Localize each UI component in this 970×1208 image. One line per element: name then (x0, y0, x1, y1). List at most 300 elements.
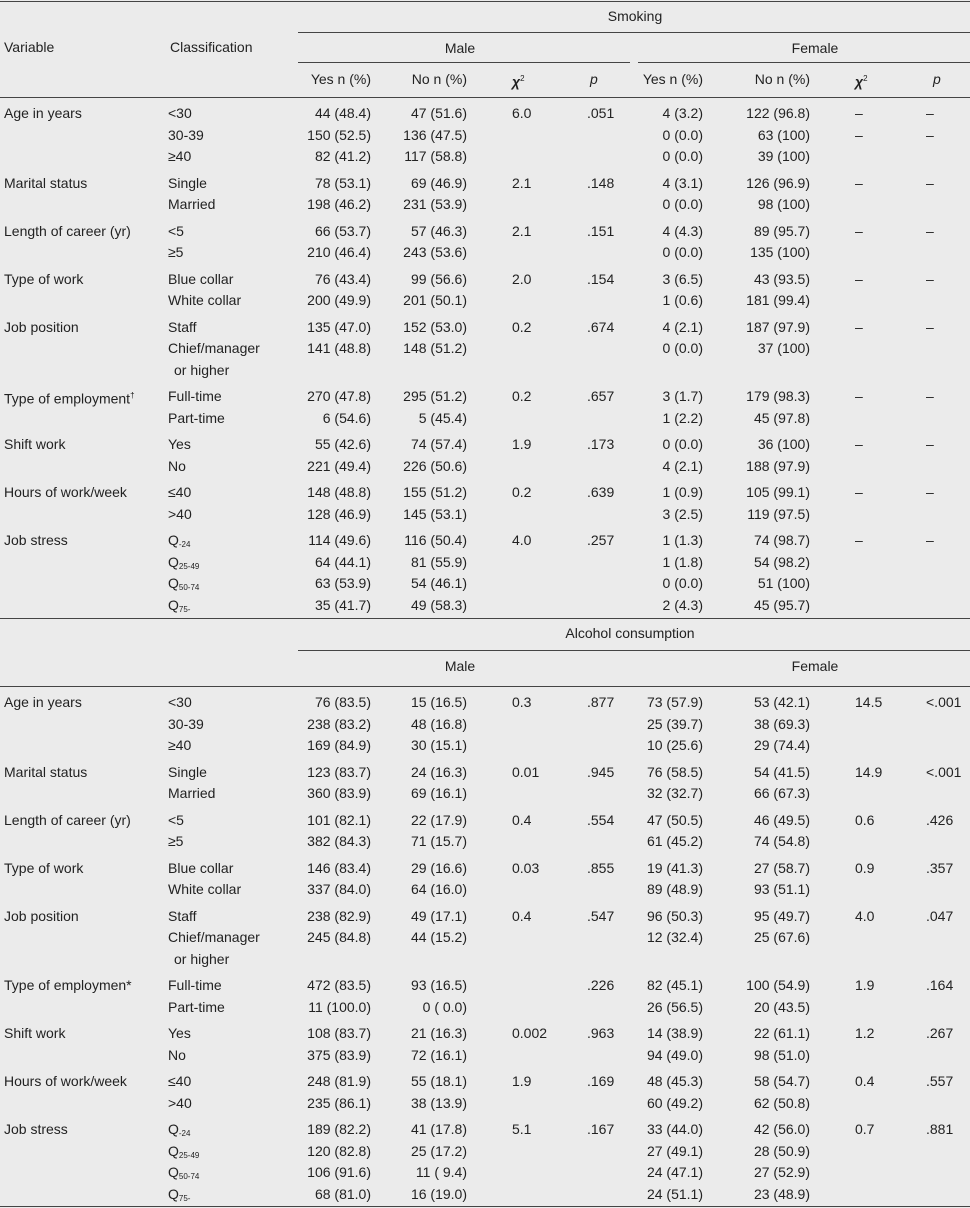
male-yes-cell: 360 (83.9) (307, 785, 371, 801)
female-yes-cell: 4 (3.2) (662, 105, 703, 121)
female-no-cell: 181 (99.4) (746, 292, 810, 308)
variable-label: Type of employmen* (4, 977, 132, 993)
male-yes-cell: 135 (47.0) (307, 318, 371, 335)
male-no-cell: 93 (16.5) (410, 977, 467, 993)
male-no-cell: 5 (45.4) (418, 409, 467, 426)
male-p-cell: .877 (587, 694, 615, 710)
male-yes-cell: 198 (46.2) (307, 196, 371, 212)
female-no-cell: 38 (69.3) (753, 715, 810, 732)
variable-label: Age in years (4, 105, 82, 121)
female-p-cell: .881 (926, 1121, 954, 1137)
male-p-cell: .148 (587, 174, 615, 191)
male-no-cell: 243 (53.6) (403, 244, 467, 260)
male-no-cell: 295 (51.2) (403, 388, 467, 404)
female-p-cell: – (926, 105, 934, 121)
female-p-cell: – (926, 126, 934, 143)
male-yes-cell: 106 (91.6) (307, 1164, 371, 1180)
female-yes-cell: 0 (0.0) (662, 196, 703, 212)
classification-label: Yes (168, 436, 191, 452)
female-chi-cell: 1.2 (855, 1025, 875, 1041)
female-yes-cell: 0 (0.0) (662, 436, 703, 452)
female-yes-cell: 4 (4.3) (662, 222, 703, 239)
variable-label: Hours of work/week (4, 484, 127, 500)
classification-label: White collar (168, 292, 242, 308)
classification-label: White collar (168, 881, 242, 897)
male-yes-cell: 382 (84.3) (307, 833, 371, 849)
female-no-cell: 27 (58.7) (753, 859, 810, 876)
bottom-rule (0, 1206, 970, 1207)
male-yes-cell: 200 (49.9) (307, 292, 371, 308)
variable-label: Job position (4, 907, 79, 924)
male-no-cell: 44 (15.2) (410, 929, 467, 945)
male-p-cell: .051 (587, 105, 615, 121)
classification-label: >40 (168, 505, 192, 522)
classification-label: 30-39 (168, 126, 204, 143)
female-yes-cell: 3 (6.5) (662, 270, 703, 287)
female-no-cell: 25 (67.6) (753, 929, 810, 945)
female-no-cell: 23 (48.9) (753, 1185, 810, 1202)
variable-label: Job position (4, 318, 79, 335)
male-no-cell: 71 (15.7) (410, 833, 467, 849)
female-chi-cell: – (855, 388, 863, 404)
header-bottom-rule (0, 686, 970, 687)
female-no-cell: 28 (50.9) (753, 1142, 810, 1159)
header-bottom-rule (0, 97, 970, 98)
female-header: Female (791, 658, 839, 674)
male-p-cell: .657 (587, 388, 615, 404)
female-chi-cell: 14.9 (855, 763, 883, 780)
female-chi-cell: 1.9 (855, 977, 875, 993)
variable-label: Age in years (4, 694, 82, 710)
female-chi-cell: 0.4 (855, 1073, 875, 1089)
classification-header: Classification (170, 39, 253, 55)
male-p-cell: .257 (587, 532, 615, 548)
male-no-cell: 49 (17.1) (410, 907, 467, 924)
classification-label: >40 (168, 1094, 192, 1111)
column-header: No n (%) (754, 71, 810, 87)
classification-label: Married (168, 785, 216, 801)
classification-label: or higher (174, 950, 230, 967)
male-no-cell: 57 (46.3) (410, 222, 467, 239)
male-no-cell: 231 (53.9) (403, 196, 467, 212)
female-yes-cell: 89 (48.9) (646, 881, 703, 897)
column-header: Yes n (%) (642, 71, 703, 87)
female-yes-cell: 10 (25.6) (646, 737, 703, 753)
male-yes-cell: 108 (83.7) (307, 1025, 371, 1041)
male-yes-cell: 63 (53.9) (314, 575, 371, 591)
male-chi-cell: 4.0 (512, 532, 532, 548)
female-p-cell: – (926, 270, 934, 287)
male-yes-cell: 270 (47.8) (307, 388, 371, 404)
classification-label: ≤40 (168, 484, 192, 500)
male-no-cell: 116 (50.4) (404, 532, 467, 548)
male-no-cell: 48 (16.8) (410, 715, 467, 732)
female-no-cell: 126 (96.9) (746, 174, 810, 191)
male-no-cell: 69 (16.1) (410, 785, 467, 801)
male-yes-cell: 11 (100.0) (308, 998, 371, 1015)
female-yes-cell: 47 (50.5) (646, 811, 703, 828)
female-no-cell: 74 (98.7) (753, 532, 810, 548)
female-yes-cell: 2 (4.3) (662, 596, 703, 613)
female-yes-cell: 1 (1.8) (662, 553, 703, 570)
male-no-cell: 47 (51.6) (410, 105, 467, 121)
variable-label: Job stress (4, 1121, 68, 1137)
female-p-cell: – (926, 388, 934, 404)
female-no-cell: 20 (43.5) (753, 998, 810, 1015)
female-p-cell: .047 (926, 907, 954, 924)
female-yes-cell: 73 (57.9) (646, 694, 703, 710)
variable-label: Type of employment† (4, 390, 135, 407)
classification-label: ≥5 (168, 244, 184, 260)
female-no-cell: 58 (54.7) (753, 1073, 810, 1089)
male-p-cell: .855 (587, 859, 615, 876)
male-no-cell: 148 (51.2) (403, 340, 467, 356)
classification-label: <30 (168, 105, 192, 121)
female-yes-cell: 61 (45.2) (646, 833, 703, 849)
column-header: Yes n (%) (310, 71, 371, 87)
male-no-cell: 15 (16.5) (410, 694, 467, 710)
female-no-cell: 63 (100) (757, 126, 810, 143)
male-no-cell: 152 (53.0) (403, 318, 467, 335)
male-no-cell: 24 (16.3) (410, 763, 467, 780)
classification-label: Full-time (168, 388, 222, 404)
male-no-cell: 22 (17.9) (410, 811, 467, 828)
female-no-cell: 36 (100) (757, 436, 810, 452)
male-yes-cell: 44 (48.4) (314, 105, 371, 121)
female-yes-cell: 76 (58.5) (646, 763, 703, 780)
male-p-cell: .639 (587, 484, 615, 500)
male-yes-cell: 146 (83.4) (307, 859, 371, 876)
female-no-cell: 122 (96.8) (746, 105, 810, 121)
male-chi-cell: 1.9 (512, 1073, 532, 1089)
female-yes-cell: 12 (32.4) (646, 929, 703, 945)
smoking-group-header: Smoking (607, 8, 663, 24)
female-yes-cell: 0 (0.0) (662, 244, 703, 260)
classification-label: $Q_{50-74}$ (168, 575, 200, 592)
female-yes-cell: 1 (0.6) (662, 292, 703, 308)
male-yes-cell: 472 (83.5) (307, 977, 371, 993)
female-no-cell: 187 (97.9) (746, 318, 810, 335)
top-rule (0, 1, 970, 2)
male-p-cell: .554 (587, 811, 615, 828)
female-no-cell: 89 (95.7) (753, 222, 810, 239)
female-yes-cell: 26 (56.5) (646, 998, 703, 1015)
male-no-cell: 11 ( 9.4) (415, 1164, 467, 1180)
male-yes-cell: 210 (46.4) (307, 244, 371, 260)
classification-label: <30 (168, 694, 192, 710)
female-rule (638, 62, 970, 63)
male-p-cell: .547 (587, 907, 615, 924)
female-p-cell: .267 (926, 1025, 954, 1041)
male-no-cell: 49 (58.3) (410, 596, 467, 613)
female-no-cell: 29 (74.4) (753, 737, 810, 753)
column-header: p (590, 71, 598, 87)
male-no-cell: 155 (51.2) (403, 484, 467, 500)
female-no-cell: 46 (49.5) (753, 811, 810, 828)
male-no-cell: 64 (16.0) (410, 881, 467, 897)
female-chi-cell: 4.0 (855, 907, 875, 924)
female-no-cell: 54 (98.2) (753, 553, 810, 570)
male-no-cell: 69 (46.9) (410, 174, 467, 191)
male-yes-cell: 114 (49.6) (308, 532, 371, 548)
female-p-cell: – (926, 436, 934, 452)
classification-label: Staff (168, 907, 197, 924)
female-yes-cell: 0 (0.0) (662, 126, 703, 143)
male-no-cell: 117 (58.8) (404, 148, 467, 164)
male-p-cell: .226 (587, 977, 615, 993)
male-yes-cell: 238 (82.9) (307, 907, 371, 924)
male-no-cell: 30 (15.1) (410, 737, 467, 753)
female-no-cell: 98 (51.0) (753, 1046, 810, 1063)
classification-label: $Q_{75-}$ (168, 596, 191, 614)
male-no-cell: 16 (19.0) (410, 1185, 467, 1202)
female-no-cell: 42 (56.0) (753, 1121, 810, 1137)
male-chi-cell: 0.4 (512, 907, 532, 924)
female-yes-cell: 27 (49.1) (646, 1142, 703, 1159)
male-no-cell: 25 (17.2) (410, 1142, 467, 1159)
classification-label: Staff (168, 318, 197, 335)
male-no-cell: 226 (50.6) (403, 457, 467, 474)
female-p-cell: .357 (926, 859, 954, 876)
classification-label: Part-time (168, 409, 225, 426)
male-yes-cell: 123 (83.7) (307, 763, 371, 780)
male-chi-cell: 0.4 (512, 811, 532, 828)
male-chi-cell: 0.03 (512, 859, 540, 876)
section-rule (0, 618, 970, 619)
male-yes-cell: 235 (86.1) (307, 1094, 371, 1111)
female-no-cell: 98 (100) (757, 196, 810, 212)
female-chi-cell: – (855, 436, 863, 452)
male-chi-cell: 0.2 (512, 318, 532, 335)
variable-header: Variable (4, 39, 55, 55)
male-yes-cell: 78 (53.1) (314, 174, 371, 191)
column-header: $\chi^2$ (855, 73, 868, 90)
male-no-cell: 72 (16.1) (410, 1046, 467, 1063)
female-yes-cell: 33 (44.0) (646, 1121, 703, 1137)
female-yes-cell: 4 (3.1) (662, 174, 703, 191)
male-no-cell: 136 (47.5) (403, 126, 467, 143)
male-yes-cell: 128 (46.9) (307, 505, 371, 522)
male-yes-cell: 82 (41.2) (314, 148, 371, 164)
female-no-cell: 39 (100) (757, 148, 810, 164)
female-no-cell: 45 (97.8) (753, 409, 810, 426)
male-rule (298, 62, 630, 63)
female-yes-cell: 24 (47.1) (646, 1164, 703, 1180)
male-chi-cell: 2.1 (512, 174, 532, 191)
male-yes-cell: 76 (83.5) (314, 694, 371, 710)
male-p-cell: .169 (587, 1073, 615, 1089)
male-yes-cell: 238 (83.2) (307, 715, 371, 732)
variable-label: Job stress (4, 532, 68, 548)
male-yes-cell: 150 (52.5) (307, 126, 371, 143)
female-yes-cell: 1 (2.2) (662, 409, 703, 426)
variable-label: Shift work (4, 1025, 66, 1041)
female-chi-cell: – (855, 222, 863, 239)
male-yes-cell: 141 (48.8) (307, 340, 371, 356)
female-p-cell: – (926, 484, 934, 500)
variable-label: Length of career (yr) (4, 811, 131, 828)
female-p-cell: – (926, 222, 934, 239)
variable-label: Type of work (4, 270, 84, 287)
classification-label: Blue collar (168, 859, 234, 876)
male-p-cell: .674 (587, 318, 615, 335)
female-yes-cell: 1 (1.3) (662, 532, 703, 548)
classification-label: Married (168, 196, 216, 212)
group-rule (298, 32, 970, 33)
female-yes-cell: 3 (2.5) (662, 505, 703, 522)
female-yes-cell: 0 (0.0) (662, 575, 703, 591)
male-yes-cell: 66 (53.7) (314, 222, 371, 239)
classification-label: ≥40 (168, 148, 192, 164)
female-no-cell: 95 (49.7) (753, 907, 810, 924)
classification-label: Full-time (168, 977, 222, 993)
classification-label: <5 (168, 222, 184, 239)
classification-label: Chief/manager (168, 340, 260, 356)
classification-label: Chief/manager (168, 929, 260, 945)
male-no-cell: 38 (13.9) (410, 1094, 467, 1111)
classification-label: Part-time (168, 998, 225, 1015)
variable-label: Marital status (4, 763, 88, 780)
female-yes-cell: 94 (49.0) (646, 1046, 703, 1063)
classification-label: $Q_{-24}$ (168, 1121, 191, 1138)
female-no-cell: 93 (51.1) (753, 881, 810, 897)
female-chi-cell: – (855, 126, 863, 143)
classification-label: ≤40 (168, 1073, 192, 1089)
male-yes-cell: 68 (81.0) (314, 1185, 371, 1202)
male-yes-cell: 35 (41.7) (314, 596, 371, 613)
female-chi-cell: – (855, 174, 863, 191)
female-no-cell: 53 (42.1) (753, 694, 810, 710)
female-p-cell: – (926, 174, 934, 191)
female-p-cell: .164 (926, 977, 954, 993)
female-p-cell: <.001 (926, 694, 962, 710)
male-yes-cell: 76 (43.4) (314, 270, 371, 287)
male-no-cell: 41 (17.8) (410, 1121, 467, 1137)
column-header: p (933, 71, 941, 87)
column-header: $\chi^2$ (512, 73, 525, 90)
female-yes-cell: 0 (0.0) (662, 340, 703, 356)
female-chi-cell: – (855, 270, 863, 287)
female-chi-cell: – (855, 532, 863, 548)
male-chi-cell: 1.9 (512, 436, 532, 452)
female-chi-cell: 14.5 (855, 694, 883, 710)
female-no-cell: 135 (100) (750, 244, 810, 260)
footnote-mark: † (130, 391, 135, 400)
male-yes-cell: 169 (84.9) (307, 737, 371, 753)
female-yes-cell: 0 (0.0) (662, 148, 703, 164)
female-chi-cell: – (855, 105, 863, 121)
classification-label: $Q_{25-49}$ (168, 1142, 200, 1160)
female-yes-cell: 25 (39.7) (646, 715, 703, 732)
classification-label: Single (168, 763, 207, 780)
classification-label: Yes (168, 1025, 191, 1041)
female-no-cell: 27 (52.9) (753, 1164, 810, 1180)
female-no-cell: 119 (97.5) (747, 505, 810, 522)
male-yes-cell: 375 (83.9) (307, 1046, 371, 1063)
female-p-cell: .426 (926, 811, 954, 828)
variable-label: Marital status (4, 174, 88, 191)
male-header: Male (444, 658, 476, 674)
male-no-cell: 99 (56.6) (410, 270, 467, 287)
male-chi-cell: 0.002 (512, 1025, 548, 1041)
male-yes-cell: 148 (48.8) (307, 484, 371, 500)
male-no-cell: 55 (18.1) (410, 1073, 467, 1089)
male-chi-cell: 2.1 (512, 222, 532, 239)
male-no-cell: 54 (46.1) (410, 575, 467, 591)
female-chi-cell: 0.7 (855, 1121, 875, 1137)
female-no-cell: 43 (93.5) (753, 270, 810, 287)
female-yes-cell: 4 (2.1) (662, 457, 703, 474)
male-no-cell: 29 (16.6) (410, 859, 467, 876)
classification-label: <5 (168, 811, 184, 828)
classification-label: $Q_{25-49}$ (168, 553, 200, 571)
female-yes-cell: 19 (41.3) (646, 859, 703, 876)
male-p-cell: .154 (587, 270, 615, 287)
classification-label: No (168, 457, 186, 474)
male-yes-cell: 101 (82.1) (307, 811, 371, 828)
female-no-cell: 22 (61.1) (753, 1025, 810, 1041)
male-yes-cell: 221 (49.4) (307, 457, 371, 474)
male-no-cell: 201 (50.1) (403, 292, 467, 308)
male-no-cell: 21 (16.3) (410, 1025, 467, 1041)
female-no-cell: 37 (100) (757, 340, 810, 356)
male-no-cell: 145 (53.1) (403, 505, 467, 522)
variable-label: Length of career (yr) (4, 222, 131, 239)
male-p-cell: .173 (587, 436, 615, 452)
female-no-cell: 45 (95.7) (753, 596, 810, 613)
male-no-cell: 0 ( 0.0) (422, 998, 467, 1015)
classification-label: Single (168, 174, 207, 191)
female-header: Female (791, 40, 839, 56)
alcohol-group-header: Alcohol consumption (565, 625, 695, 641)
female-no-cell: 188 (97.9) (746, 457, 810, 474)
male-p-cell: .963 (587, 1025, 615, 1041)
female-yes-cell: 3 (1.7) (662, 388, 703, 404)
female-yes-cell: 4 (2.1) (662, 318, 703, 335)
female-yes-cell: 60 (49.2) (646, 1094, 703, 1111)
male-chi-cell: 0.01 (512, 763, 540, 780)
classification-label: ≥5 (168, 833, 184, 849)
male-chi-cell: 0.2 (512, 484, 532, 500)
female-chi-cell: 0.6 (855, 811, 875, 828)
female-yes-cell: 48 (45.3) (646, 1073, 703, 1089)
female-p-cell: – (926, 532, 934, 548)
male-chi-cell: 5.1 (512, 1121, 532, 1137)
male-no-cell: 81 (55.9) (410, 553, 467, 570)
male-yes-cell: 245 (84.8) (307, 929, 371, 945)
male-yes-cell: 6 (54.6) (322, 409, 371, 426)
female-no-cell: 179 (98.3) (746, 388, 810, 404)
male-yes-cell: 189 (82.2) (307, 1121, 371, 1137)
male-yes-cell: 248 (81.9) (307, 1073, 371, 1089)
female-no-cell: 100 (54.9) (746, 977, 810, 993)
female-yes-cell: 96 (50.3) (646, 907, 703, 924)
classification-label: No (168, 1046, 186, 1063)
male-p-cell: .945 (587, 763, 615, 780)
male-no-cell: 74 (57.4) (410, 436, 467, 452)
male-header: Male (444, 40, 476, 56)
male-chi-cell: 0.3 (512, 694, 532, 710)
male-chi-cell: 2.0 (512, 270, 532, 287)
female-p-cell: – (926, 318, 934, 335)
male-chi-cell: 6.0 (512, 105, 532, 121)
column-header: No n (%) (411, 71, 467, 87)
variable-label: Hours of work/week (4, 1073, 127, 1089)
male-yes-cell: 120 (82.8) (307, 1142, 371, 1159)
male-yes-cell: 55 (42.6) (314, 436, 371, 452)
female-p-cell: .557 (926, 1073, 954, 1089)
female-yes-cell: 24 (51.1) (646, 1185, 703, 1202)
